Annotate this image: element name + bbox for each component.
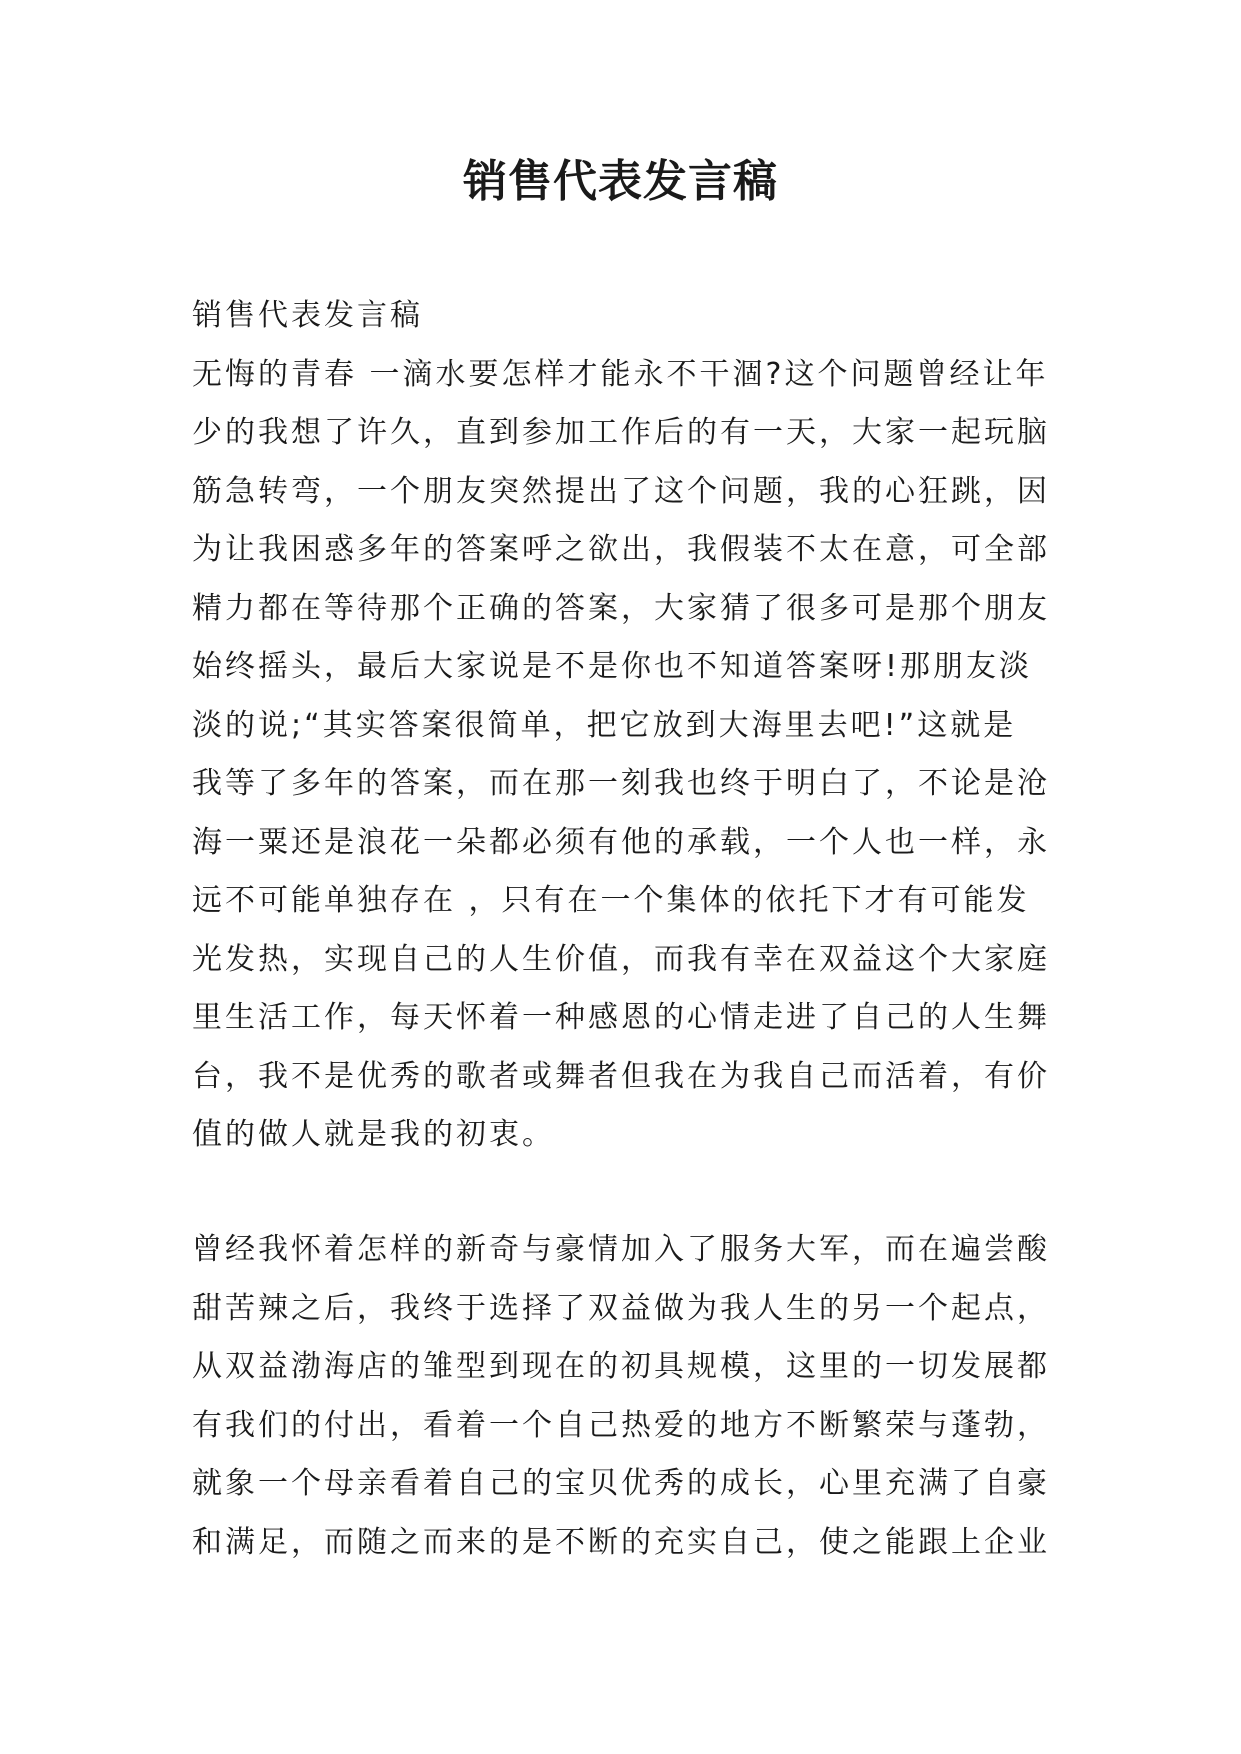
paragraph-2	[192, 1221, 1052, 1572]
paragraph-line: 海一粟还是浪花一朵都必须有他的承载，一个人也一样，永	[192, 824, 1050, 860]
paragraph-line: 光发热，实现自己的人生价值，而我有幸在双益这个大家庭	[192, 941, 1050, 977]
paragraph-line: 曾经我怀着怎样的新奇与豪情加入了服务大军，而在遍尝酸	[192, 1232, 1050, 1267]
document-title: 销售代表发言稿	[463, 156, 778, 207]
paragraph-1	[192, 287, 1052, 1165]
paragraph-line: 台，我不是优秀的歌者或舞者但我在为我自己而活着，有价	[192, 1058, 1050, 1094]
paragraph-line: 从双益渤海店的雏型到现在的初具规模，这里的一切发展都	[192, 1349, 1050, 1384]
paragraph-line: 和满足，而随之而来的是不断的充实自己，使之能跟上企业	[192, 1524, 1050, 1560]
paragraph-line: 就象一个母亲看着自己的宝贝优秀的成长，心里充满了自豪	[192, 1466, 1050, 1501]
paragraph-line: 淡的说;“其实答案很简单，把它放到大海里去吧!”这就是	[192, 707, 1017, 743]
paragraph-line: 甜苦辣之后，我终于选择了双益做为我人生的另一个起点，	[192, 1290, 1050, 1326]
paragraph-line: 精力都在等待那个正确的答案，大家猜了很多可是那个朋友	[192, 590, 1050, 626]
paragraph-line: 为让我困惑多年的答案呼之欲出，我假装不太在意，可全部	[192, 532, 1050, 567]
paragraph-line: 筋急转弯，一个朋友突然提出了这个问题，我的心狂跳，因	[192, 473, 1050, 509]
paragraph-line: 我等了多年的答案，而在那一刻我也终于明白了，不论是沧	[192, 766, 1050, 801]
paragraph-line: 始终摇头，最后大家说是不是你也不知道答案呀!那朋友淡	[192, 649, 1033, 684]
paragraph-line: 远不可能单独存在 ，只有在一个集体的依托下才有可能发	[192, 883, 1030, 918]
paragraph-line: 里生活工作，每天怀着一种感恩的心情走进了自己的人生舞	[192, 1000, 1050, 1035]
paragraph-line: 无悔的青春 一滴水要怎样才能永不干涸?这个问题曾经让年	[192, 356, 1049, 392]
paragraph-line: 值的做人就是我的初衷。	[192, 1117, 555, 1152]
paragraph-line: 有我们的付出，看着一个自己热爱的地方不断繁荣与蓬勃，	[192, 1407, 1050, 1443]
paragraph-line: 少的我想了许久，直到参加工作后的有一天，大家一起玩脑	[192, 415, 1050, 450]
paragraph-line: 销售代表发言稿	[192, 298, 423, 333]
